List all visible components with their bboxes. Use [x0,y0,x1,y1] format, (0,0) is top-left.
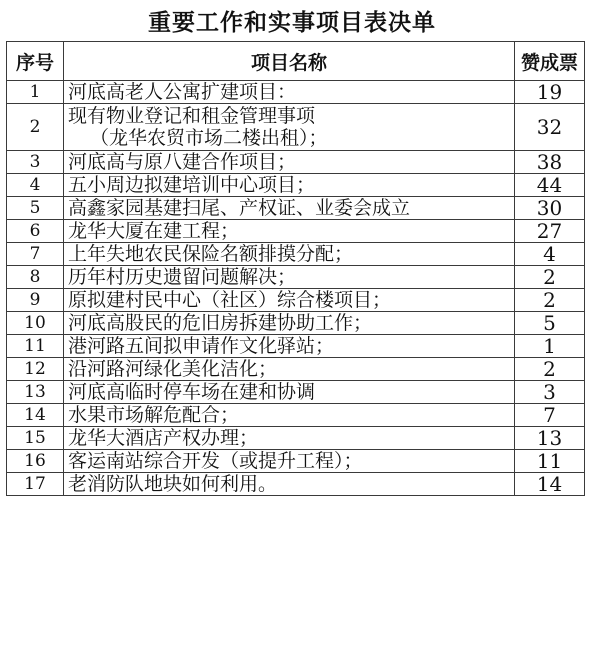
row-votes-in-favor: 19 [515,81,585,104]
row-project-name [64,174,515,197]
project-name-line: 港河路五间拟申请作文化驿站； [68,335,335,357]
row-votes-in-favor: 3 [515,381,585,404]
row-serial-number: 6 [7,220,64,243]
row-project-name [64,104,515,151]
project-name-line: 五小周边拟建培训中心项目； [68,174,316,196]
project-name-line: 现有物业登记和租金管理事项 [68,105,316,127]
table-row [7,358,585,381]
project-name-line: 河底高与原八建合作项目； [68,151,297,173]
project-name-line: 河底高股民的危旧房拆建协助工作； [68,312,373,334]
project-name-line: 历年村历史遗留问题解决； [68,266,297,288]
row-votes-in-favor: 7 [515,404,585,427]
row-project-name [64,312,515,335]
project-name-line: 河底高老人公寓扩建项目： [68,81,297,103]
row-votes-in-favor: 30 [515,197,585,220]
vote-table [6,41,585,496]
row-project-name [64,381,515,404]
row-project-name [64,404,515,427]
table-row [7,266,585,289]
table-body [7,81,585,496]
row-votes-in-favor: 11 [515,450,585,473]
row-serial-number: 12 [7,358,64,381]
table-row [7,220,585,243]
row-serial-number: 8 [7,266,64,289]
header-serial-number: 序号 [7,42,64,81]
project-name-line: 老消防队地块如何利用。 [68,473,278,495]
row-serial-number: 7 [7,243,64,266]
row-project-name [64,151,515,174]
row-votes-in-favor: 2 [515,289,585,312]
project-name-line: 原拟建村民中心（社区）综合楼项目； [68,289,392,311]
row-votes-in-favor: 32 [515,104,585,151]
project-name-line: 龙华大酒店产权办理； [68,427,259,449]
row-votes-in-favor: 5 [515,312,585,335]
row-project-name [64,81,515,104]
row-serial-number: 13 [7,381,64,404]
header-project-name: 项目名称 [64,42,515,81]
project-name-line: 沿河路河绿化美化洁化； [68,358,278,380]
project-name-line: 河底高临时停车场在建和协调 [68,381,316,403]
row-serial-number: 10 [7,312,64,335]
row-project-name [64,335,515,358]
project-name-line: （龙华农贸市场二楼出租）； [90,127,328,149]
row-votes-in-favor: 1 [515,335,585,358]
header-row [7,42,585,81]
table-row [7,427,585,450]
row-serial-number: 14 [7,404,64,427]
table-row [7,174,585,197]
project-name-line: 龙华大厦在建工程； [68,220,240,242]
table-row [7,151,585,174]
row-serial-number: 17 [7,473,64,496]
row-votes-in-favor: 2 [515,266,585,289]
project-name-line: 水果市场解危配合； [68,404,240,426]
row-votes-in-favor: 44 [515,174,585,197]
row-serial-number: 3 [7,151,64,174]
table-row [7,197,585,220]
table-row [7,81,585,104]
row-project-name [64,243,515,266]
project-name-line: 客运南站综合开发（或提升工程）； [68,450,363,472]
row-votes-in-favor: 13 [515,427,585,450]
table-row [7,381,585,404]
table-row [7,243,585,266]
row-project-name [64,358,515,381]
table-row [7,335,585,358]
row-serial-number: 11 [7,335,64,358]
table-row [7,473,585,496]
project-name-line: 高鑫家园基建扫尾、产权证、业委会成立 [68,197,411,219]
project-name-line: 上年失地农民保险名额排摸分配； [68,243,354,265]
row-project-name [64,427,515,450]
row-serial-number: 4 [7,174,64,197]
row-serial-number: 16 [7,450,64,473]
table-row [7,104,585,151]
table-row [7,404,585,427]
table-row [7,289,585,312]
row-votes-in-favor: 4 [515,243,585,266]
table-row [7,312,585,335]
table-row [7,450,585,473]
row-serial-number: 1 [7,81,64,104]
row-votes-in-favor: 27 [515,220,585,243]
row-serial-number: 5 [7,197,64,220]
row-project-name [64,473,515,496]
row-project-name [64,289,515,312]
row-serial-number: 2 [7,104,64,151]
row-serial-number: 9 [7,289,64,312]
row-project-name [64,220,515,243]
row-votes-in-favor: 2 [515,358,585,381]
row-project-name [64,197,515,220]
document-title: 重要工作和实事项目表决单 [148,8,436,36]
row-votes-in-favor: 14 [515,473,585,496]
row-project-name [64,450,515,473]
header-votes-in-favor: 赞成票 [515,42,585,81]
row-project-name [64,266,515,289]
row-votes-in-favor: 38 [515,151,585,174]
row-serial-number: 15 [7,427,64,450]
